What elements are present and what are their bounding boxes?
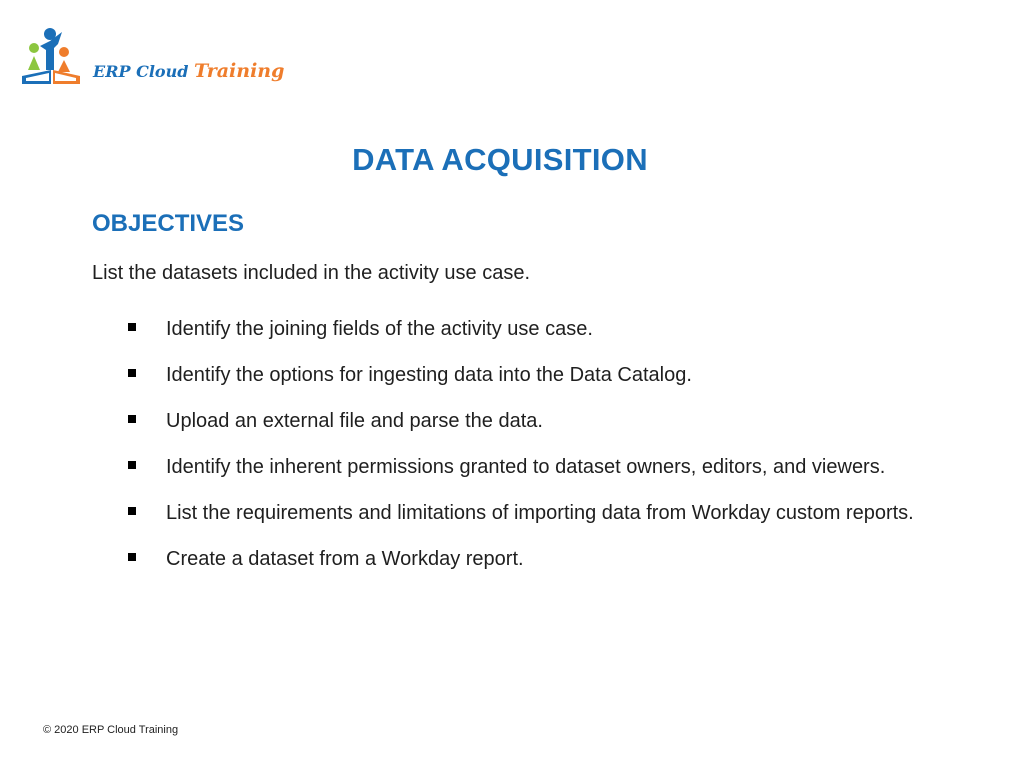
logo-brand-word-training: Training bbox=[193, 60, 285, 82]
erp-cloud-training-logo bbox=[18, 26, 285, 106]
list-item-text: Upload an external file and parse the data. bbox=[166, 410, 543, 432]
logo-brand-word-erp-cloud: ERP Cloud bbox=[93, 62, 189, 81]
list-item bbox=[122, 352, 948, 398]
list-item bbox=[122, 444, 948, 490]
list-item-text: Create a dataset from a Workday report. bbox=[166, 548, 524, 570]
square-bullet-icon bbox=[128, 507, 136, 515]
square-bullet-icon bbox=[128, 553, 136, 561]
objectives-heading: OBJECTIVES bbox=[92, 210, 245, 237]
slide-title: DATA ACQUISITION bbox=[352, 142, 648, 177]
list-item bbox=[122, 306, 948, 352]
list-item bbox=[122, 490, 948, 536]
logo-emblem-icon bbox=[18, 26, 88, 88]
list-item-text: Identify the joining fields of the activity use case. bbox=[166, 318, 593, 340]
footer-copyright: © 2020 ERP Cloud Training bbox=[43, 724, 179, 736]
square-bullet-icon bbox=[128, 461, 136, 469]
square-bullet-icon bbox=[128, 415, 136, 423]
square-bullet-icon bbox=[128, 369, 136, 377]
intro-text: List the datasets included in the activity use case. bbox=[92, 262, 531, 284]
logo-brand-text bbox=[93, 60, 284, 82]
list-item bbox=[122, 536, 948, 582]
list-item-text: Identify the options for ingesting data into the Data Catalog. bbox=[166, 364, 692, 386]
list-item-text: List the requirements and limitations of importing data from Workday custom reports. bbox=[166, 502, 914, 524]
list-item-text: Identify the inherent permissions granted to dataset owners, editors, and viewers. bbox=[166, 456, 886, 478]
objectives-list bbox=[122, 306, 948, 582]
square-bullet-icon bbox=[128, 323, 136, 331]
list-item bbox=[122, 398, 948, 444]
